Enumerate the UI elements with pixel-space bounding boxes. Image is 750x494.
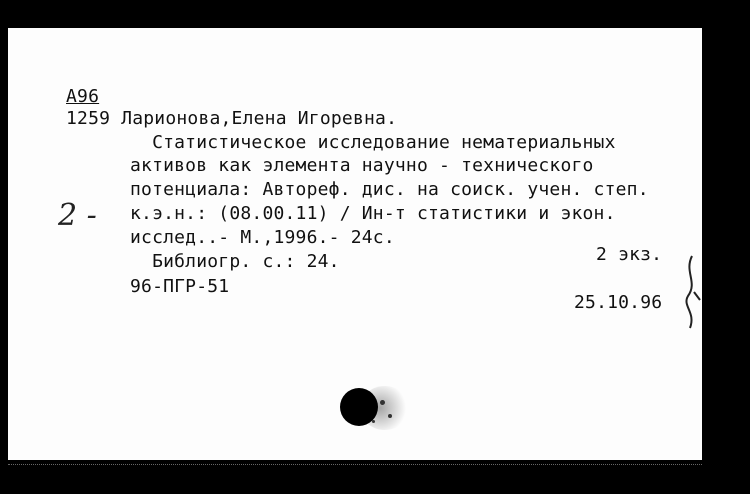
title-line: к.э.н.: (08.00.11) / Ин-т статистики и экон. xyxy=(130,203,616,224)
shelfmark: А96 xyxy=(66,86,100,107)
signature-mark xyxy=(680,252,702,332)
card-edge-line xyxy=(8,464,702,465)
accession-date: 25.10.96 xyxy=(574,292,663,313)
catalog-card xyxy=(8,28,702,460)
bibliography-note: Библиогр. с.: 24. xyxy=(130,251,340,272)
inventory-code: 96-ПГР-51 xyxy=(130,276,230,297)
title-line: исслед..- М.,1996.- 24с. xyxy=(130,227,395,248)
speck xyxy=(372,420,375,423)
record-number-author: 1259 Ларионова,Елена Игоревна. xyxy=(66,108,398,129)
handwritten-mark: 2 - xyxy=(58,198,97,233)
title-line: потенциала: Автореф. дис. на соиск. учен. степ. xyxy=(130,179,649,200)
title-line: Статистическое исследование нематериальных xyxy=(130,132,616,153)
speck xyxy=(388,414,392,418)
copies-count: 2 экз. xyxy=(596,244,663,265)
speck xyxy=(380,400,385,405)
title-line: активов как элемента научно - технического xyxy=(130,155,594,176)
